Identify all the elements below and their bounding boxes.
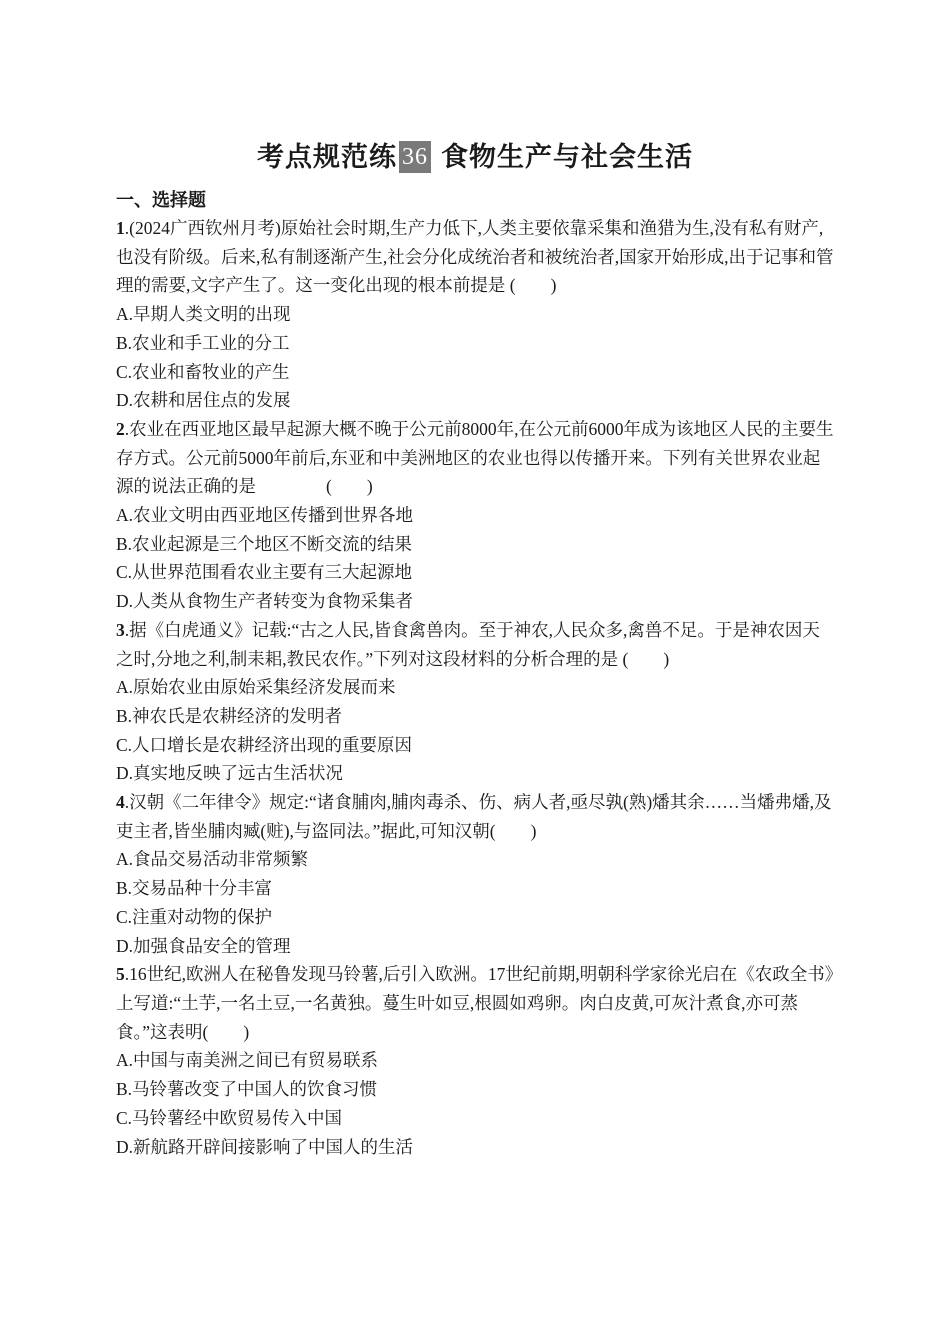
section-heading: 一、选择题 — [116, 190, 206, 211]
answer-blank: ( ) — [256, 476, 373, 497]
option-b: B.马铃薯改变了中国人的饮食习惯 — [116, 1079, 378, 1100]
option-c: C.注重对动物的保护 — [116, 906, 273, 927]
question-number: 5 — [116, 964, 125, 985]
question-stem — [116, 616, 834, 673]
question-2 — [116, 415, 834, 616]
option-b: B.农业和手工业的分工 — [116, 332, 290, 353]
question-stem — [116, 960, 834, 1046]
exercise-number-badge: 36 — [399, 141, 431, 173]
question-number: 1 — [116, 218, 125, 238]
question-number: 3 — [116, 619, 125, 640]
question-5 — [116, 960, 834, 1161]
option-a: A.早期人类文明的出现 — [116, 304, 291, 325]
option-b: B.神农氏是农耕经济的发明者 — [116, 705, 343, 726]
question-stem — [116, 214, 834, 300]
question-text: .16世纪,欧洲人在秘鲁发现马铃薯,后引入欧洲。17世纪前期,明朝科学家徐光启在《农政全书》上写道:“土芋,一名土豆,一名黄独。蔓生叶如豆,根圆如鸡卵。肉白皮黄,可灰汁煮食,亦可蒸食。”这表明 — [116, 964, 834, 1042]
option-c: C.从世界范围看农业主要有三大起源地 — [116, 562, 413, 583]
question-stem — [116, 788, 834, 845]
question-stem — [116, 415, 834, 501]
answer-blank: ( ) — [618, 648, 670, 669]
option-b: B.交易品种十分丰富 — [116, 878, 273, 899]
option-c: C.农业和畜牧业的产生 — [116, 361, 290, 382]
option-c: C.人口增长是农耕经济出现的重要原因 — [116, 734, 413, 755]
question-text: .汉朝《二年律令》规定:“诸食脯肉,脯肉毒杀、伤、病人者,亟尽孰(熟)燔其余……当燔弗燔,及吏主者,皆坐脯肉臧(赃),与盗同法。”据此,可知汉朝 — [116, 792, 832, 841]
answer-blank: ( ) — [202, 1021, 250, 1042]
question-number: 2 — [116, 418, 125, 439]
option-a: A.中国与南美洲之间已有贸易联系 — [116, 1050, 379, 1071]
question-text: .据《白虎通义》记载:“古之人民,皆食禽兽肉。至于神农,人民众多,禽兽不足。于是神农因天之时,分地之利,制耒耜,教民农作。”下列对这段材料的分析合理的是 — [116, 619, 820, 669]
option-d: D.加强食品安全的管理 — [116, 935, 291, 956]
question-text: .农业在西亚地区最早起源大概不晚于公元前8000年,在公元前6000年成为该地区人民的主要生存方式。公元前5000年前后,东亚和中美洲地区的农业也得以传播开来。下列有关世界农业起源的说法正确的是 — [116, 418, 834, 497]
option-a: A.农业文明由西亚地区传播到世界各地 — [116, 505, 414, 526]
title-suffix: 食物生产与社会生活 — [441, 142, 693, 173]
option-d: D.人类从食物生产者转变为食物采集者 — [116, 591, 414, 612]
question-3 — [116, 616, 834, 788]
page-title — [0, 138, 950, 178]
question-number: 4 — [116, 792, 125, 813]
option-c: C.马铃薯经中欧贸易传入中国 — [116, 1107, 343, 1128]
answer-blank: ( ) — [505, 275, 557, 296]
option-d: D.新航路开辟间接影响了中国人的生活 — [116, 1136, 414, 1157]
option-d: D.真实地反映了远古生活状况 — [116, 763, 344, 784]
option-d: D.农耕和居住点的发展 — [116, 390, 291, 411]
question-1 — [116, 214, 834, 415]
option-a: A.原始农业由原始采集经济发展而来 — [116, 677, 396, 698]
option-a: A.食品交易活动非常频繁 — [116, 849, 309, 870]
answer-blank: ( ) — [489, 820, 537, 841]
title-prefix: 考点规范练 — [257, 142, 397, 173]
question-4 — [116, 788, 834, 960]
option-b: B.农业起源是三个地区不断交流的结果 — [116, 533, 413, 554]
question-list — [116, 214, 834, 1161]
question-text: .(2024广西钦州月考)原始社会时期,生产力低下,人类主要依靠采集和渔猎为生,没有私有财产,也没有阶级。后来,私有制逐渐产生,社会分化成统治者和被统治者,国家开始形成,出于记事和管理的需要,文字产生了。这一变化出现的根本前提是 — [116, 218, 834, 296]
